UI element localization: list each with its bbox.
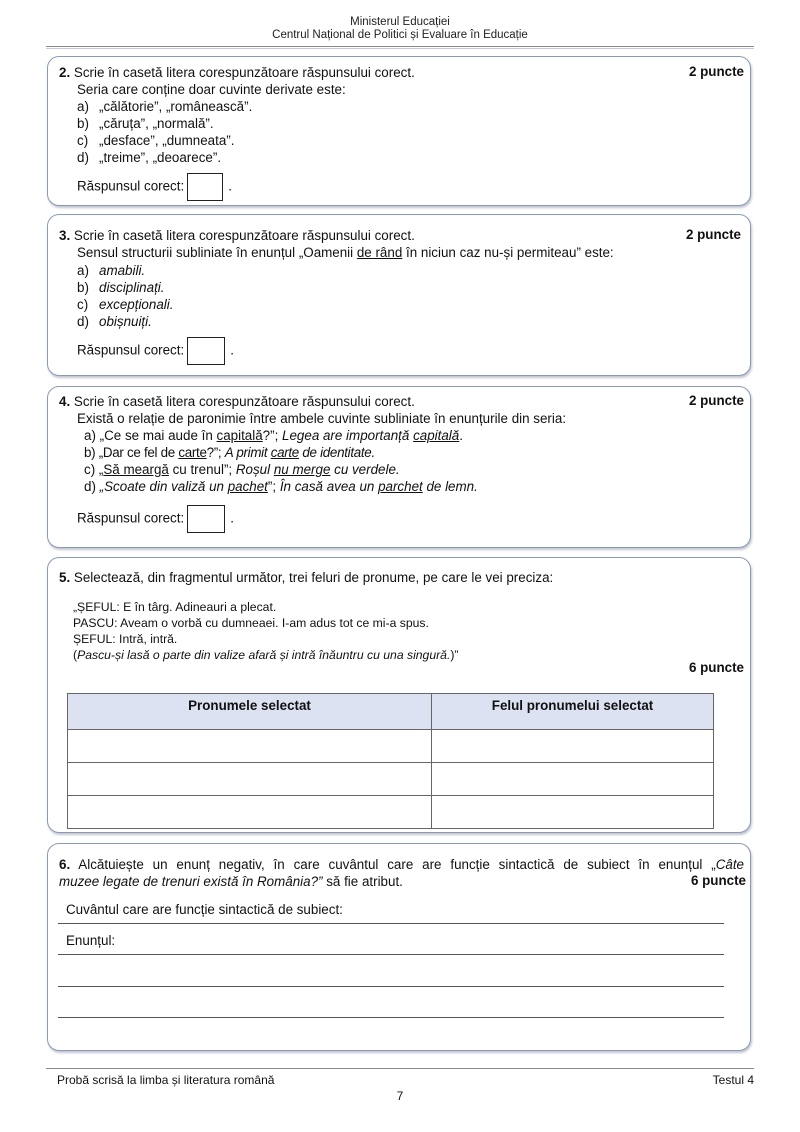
option-c: c) excepționali.: [77, 297, 174, 312]
option-a: a) „călătorie”, „românească”.: [77, 99, 253, 114]
question-4-stem: Există o relație de paronimie între ambele cuvinte subliniate în enunțurile din seria:: [77, 411, 567, 426]
table-row: [68, 796, 714, 829]
question-3-box: [47, 214, 751, 376]
sentence-label: Enunțul:: [66, 933, 116, 948]
question-number: 2.: [59, 65, 71, 80]
option-b: b) „căruța”, „normală”.: [77, 116, 214, 131]
question-5-instruction: 5. Selectează, din fragmentul următor, trei feluri de pronume, pe care le vei preciza:: [59, 570, 554, 585]
column-header-pronoun: Pronumele selectat: [68, 694, 432, 730]
fragment-line-2: PASCU: Aveam o vorbă cu dumneaei. I-am adus tot ce mi-a spus.: [73, 616, 429, 630]
question-3-points: 2 puncte: [685, 227, 741, 242]
answer-row: Răspunsul corect: .: [77, 505, 234, 533]
answer-row: Răspunsul corect: .: [77, 337, 234, 365]
question-2-instruction: 2. Scrie în casetă litera corespunzătoare răspunsului corect.: [59, 65, 415, 80]
option-d: d) „Scoate din valiză un pachet”; În casă avea un parchet de lemn.: [84, 479, 478, 494]
table-header-row: [68, 694, 714, 730]
question-4-instruction: 4. Scrie în casetă litera corespunzătoare răspunsului corect.: [59, 394, 415, 409]
question-6-box: [47, 843, 751, 1051]
pronoun-type-cell[interactable]: [432, 730, 714, 763]
pronoun-cell[interactable]: [68, 730, 432, 763]
option-d: d) „treime”, „deoarece”.: [77, 150, 222, 165]
answer-label: Răspunsul corect:: [77, 510, 185, 526]
column-header-pronoun-type: Felul pronumelui selectat: [432, 694, 714, 730]
pronoun-type-cell[interactable]: [432, 796, 714, 829]
fragment-stage-direction: (Pascu-și lasă o parte din valize afară și intră înăuntru cu una singură.)”: [73, 648, 459, 662]
subject-label: Cuvântul care are funcție sintactică de subiect:: [66, 902, 343, 917]
page-header: [0, 16, 800, 42]
option-c: c) „desface”, „dumneata”.: [77, 133, 235, 148]
question-4-points: 2 puncte: [688, 393, 744, 408]
question-5-box: [47, 557, 751, 833]
header-ministry: Ministerul Educației: [350, 16, 450, 28]
footer-exam-title: Probă scrisă la limba și literatura română: [57, 1073, 275, 1087]
question-2-stem: Seria care conține doar cuvinte derivate este:: [77, 82, 346, 97]
answer-label: Răspunsul corect:: [77, 342, 185, 358]
sentence-answer-line-1[interactable]: [58, 954, 724, 955]
page-number: 7: [396, 1089, 404, 1103]
sentence-answer-line-2[interactable]: [58, 986, 724, 987]
answer-label: Răspunsul corect:: [77, 178, 185, 194]
question-4-box: [47, 386, 751, 548]
option-a: a) „Ce se mai aude în capitală?”; Legea are importanță capitală.: [84, 428, 463, 443]
question-2-points: 2 puncte: [688, 64, 744, 79]
option-c: c) „Să meargă cu trenul”; Roșul nu merge cu verdele.: [84, 462, 400, 477]
option-b: b) disciplinați.: [77, 280, 165, 295]
question-6-instruction-line1: 6. Alcătuiește un enunț negativ, în care cuvântul care are funcție sintactică de subiect în enunțul „Câte: [59, 857, 744, 872]
pronoun-cell[interactable]: [68, 796, 432, 829]
fragment-line-3: ȘEFUL: Intră, intră.: [73, 632, 178, 646]
pronoun-cell[interactable]: [68, 763, 432, 796]
question-3-stem: Sensul structurii subliniate în enunțul „Oamenii de rând în niciun caz nu-și permiteau” este:: [77, 245, 614, 260]
pronoun-table: [67, 693, 714, 829]
footer-divider: [46, 1068, 754, 1069]
question-6-instruction-line2: muzee legate de trenuri există în România?” să fie atribut.: [59, 874, 403, 889]
option-b: b) „Dar ce fel de carte?”; A primit carte de identitate.: [84, 445, 375, 460]
table-row: [68, 730, 714, 763]
header-divider-secondary: [46, 48, 754, 49]
answer-box[interactable]: [187, 337, 225, 365]
table-row: [68, 763, 714, 796]
footer-test-number: Testul 4: [712, 1073, 754, 1087]
header-divider: [46, 46, 754, 47]
answer-row: Răspunsul corect: .: [77, 173, 232, 201]
pronoun-type-cell[interactable]: [432, 763, 714, 796]
answer-box[interactable]: [187, 505, 225, 533]
question-2-box: [47, 56, 751, 206]
question-5-points: 6 puncte: [688, 660, 744, 675]
question-6-points: 6 puncte: [690, 873, 746, 888]
subject-answer-line[interactable]: [58, 923, 724, 924]
option-a: a) amabili.: [77, 263, 146, 278]
answer-box[interactable]: [187, 173, 223, 201]
header-center: Centrul Național de Politici și Evaluare în Educație: [272, 29, 528, 41]
sentence-answer-line-3[interactable]: [58, 1017, 724, 1018]
option-d: d) obișnuiți.: [77, 314, 152, 329]
question-3-instruction: 3. Scrie în casetă litera corespunzătoare răspunsului corect.: [59, 228, 415, 243]
fragment-line-1: „ȘEFUL: E în târg. Adineauri a plecat.: [73, 600, 277, 614]
